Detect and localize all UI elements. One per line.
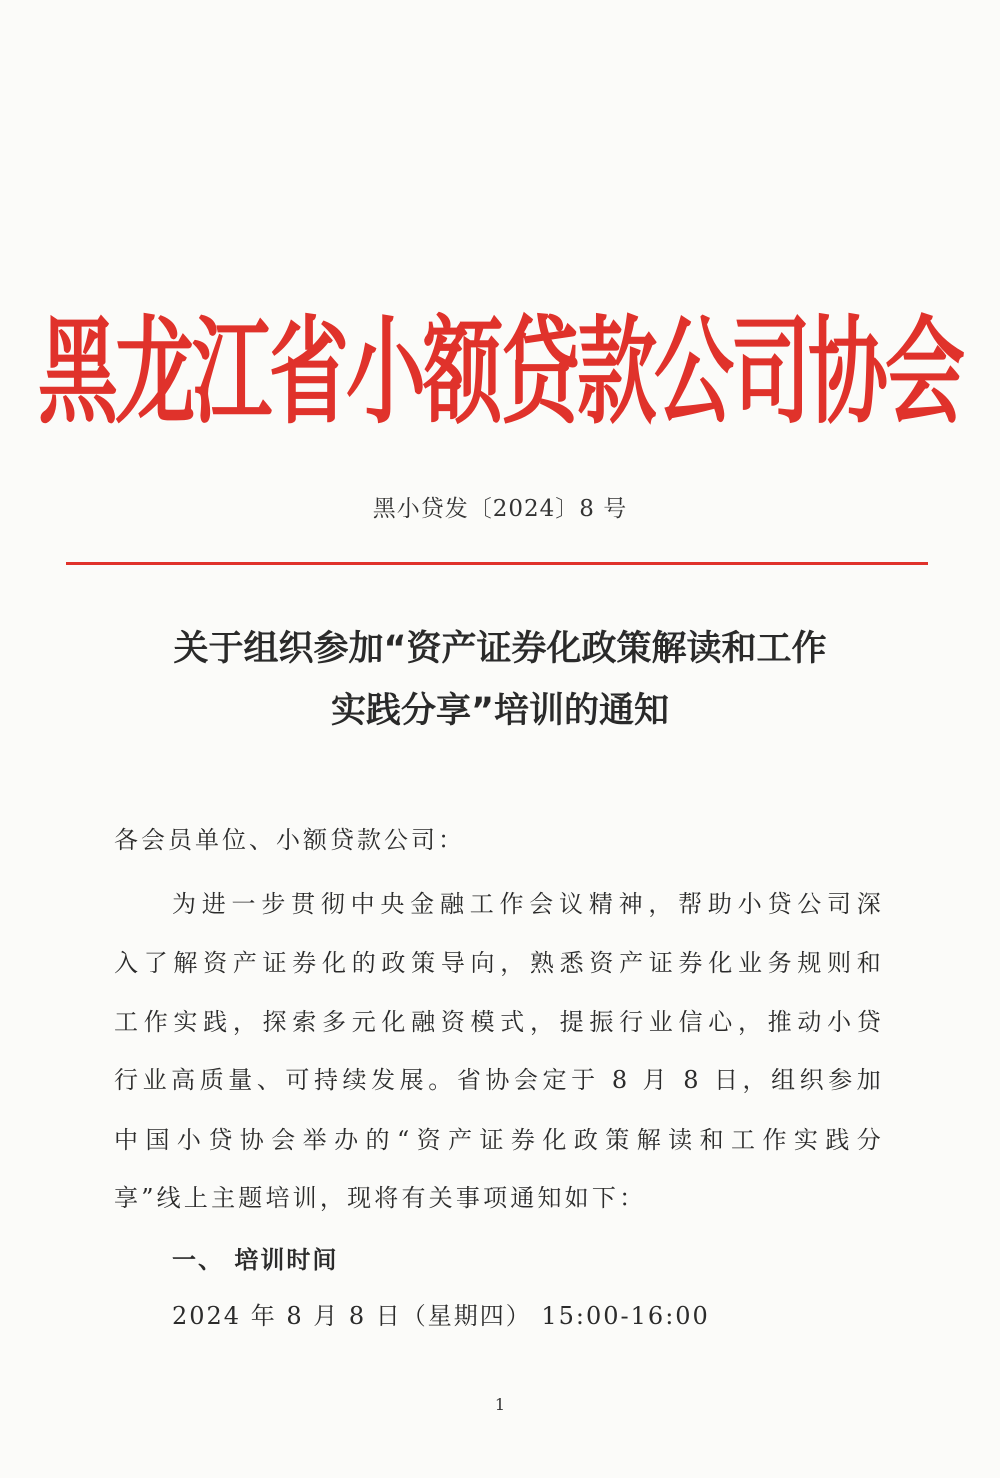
red-divider-line [66, 562, 928, 565]
notice-title-line-1: 关于组织参加“资产证券化政策解读和工作 [173, 629, 827, 669]
recipient-line: 各会员单位、小额贷款公司： [114, 826, 465, 854]
paragraph-line: 中国小贷协会举办的“资产证券化政策解读和工作实践分 [114, 1126, 884, 1154]
section-heading-training-time: 一、 培训时间 [172, 1246, 339, 1274]
paragraph-line: 享”线上主题培训，现将有关事项通知如下： [114, 1184, 647, 1212]
document-number: 黑小贷发〔2024〕8 号 [372, 496, 628, 522]
paragraph-line: 工作实践，探索多元化融资模式，提振行业信心，推动小贷 [114, 1008, 884, 1036]
paragraph-line: 行业高质量、可持续发展。省协会定于 8 月 8 日，组织参加 [114, 1066, 884, 1094]
paragraph-line: 入了解资产证券化的政策导向，熟悉资产证券化业务规则和 [114, 949, 884, 977]
page-number: 1 [494, 1395, 506, 1414]
paragraph-line: 为进一步贯彻中央金融工作会议精神，帮助小贷公司深 [172, 890, 884, 918]
training-time-value: 2024 年 8 月 8 日（星期四） 15:00-16:00 [172, 1302, 710, 1330]
notice-title [0, 618, 1000, 742]
notice-title-line-2: 实践分享”培训的通知 [330, 691, 669, 731]
organization-header: 黑龙江省小额贷款公司协会 [38, 303, 962, 440]
